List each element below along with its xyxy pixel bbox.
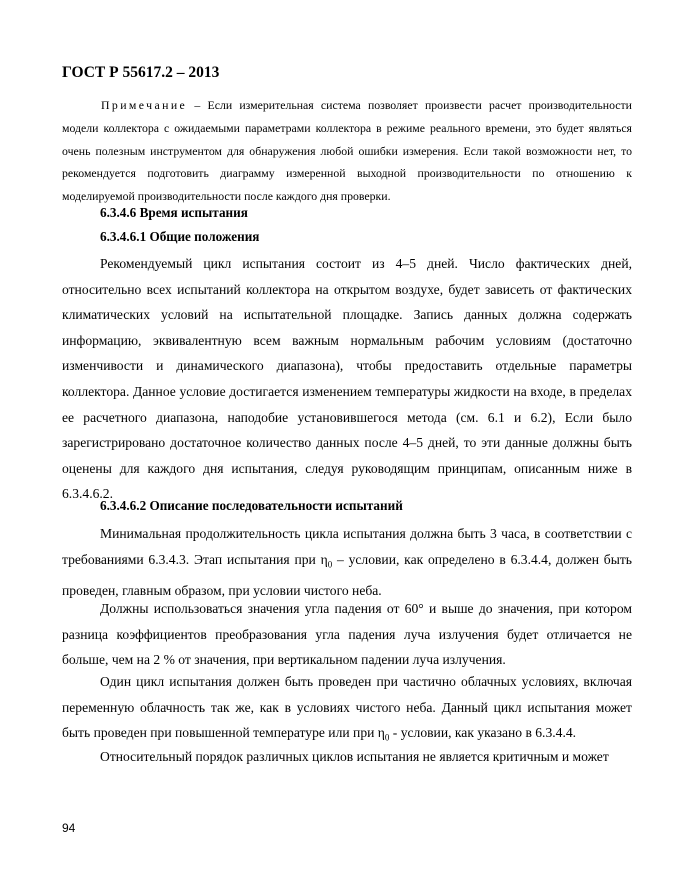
paragraph-text: – условии, как определено в 6.3.4.4, должен быть проведен, главным образом, при условии чистого неба.	[62, 551, 632, 598]
paragraph-text: - условии, как указано в 6.3.4.4.	[389, 725, 577, 741]
paragraph-incidence-angle	[62, 596, 632, 673]
paragraph-text: Рекомендуемый цикл испытания состоит из 4–5 дней. Число фактических дней, относительно всех испытаний коллектора на открытом воздухе, будет зависеть от фактических климатических условий на испытательной площадке. Запись данных должна содержать информацию, эквивалентную всем важным нормальным рабочим условиям (достаточно изменчивости и динамического диапазона), чтобы предоставить отдельные параметры коллектора. Данное условие достигается изменением температуры жидкости на входе, в пределах ее расчетного диапазона, наподобие установившегося метода (см. 6.1 и 6.2), Если было зарегистрировано достаточное количество данных после 4–5 дней, то эти данные должны быть оценены для каждого дня испытания, следуя руководящим принципам, описанным ниже в 6.3.4.6.2.	[62, 256, 632, 502]
note-label: Примечание	[101, 98, 188, 112]
section-heading-sequence: 6.3.4.6.2 Описание последовательности испытаний	[100, 498, 403, 513]
paragraph-text: Один цикл испытания должен быть проведен при частично облачных условиях, включая переменную облачность так же, как в условиях чистого неба. Данный цикл испытания может быть проведен при повышенной температуре или при η	[62, 674, 632, 741]
paragraph-cloudy-conditions	[62, 669, 632, 752]
section-heading-general: 6.3.4.6.1 Общие положения	[100, 229, 260, 244]
note-text: – Если измерительная система позволяет произвести расчет производительности модели коллектора с ожидаемыми параметрами коллектора в режиме реального времени, это будет являться очень полезным инструментом для обнаружения любой ошибки измерения. Если такой возможности нет, то рекомендуется подготовить диаграмму измеренной выходной производительности по отношению к моделируемой производительности после каждого дня проверки.	[62, 98, 632, 204]
paragraph-text: Относительный порядок различных циклов испытания не является критичным и может	[100, 749, 609, 764]
note-block	[62, 94, 632, 208]
page-number: 94	[62, 821, 76, 835]
document-header: ГОСТ Р 55617.2 – 2013	[62, 64, 220, 81]
paragraph-order	[62, 744, 632, 770]
paragraph-test-cycle	[62, 251, 632, 507]
section-heading-time: 6.3.4.6 Время испытания	[100, 205, 248, 220]
paragraph-text: Минимальная продолжительность цикла испытания должна быть 3 часа, в соответствии с требованиями 6.3.4.3. Этап испытания при η	[62, 526, 632, 567]
subscript: 0	[384, 732, 390, 743]
paragraph-min-duration	[62, 521, 632, 604]
subscript: 0	[327, 559, 333, 570]
paragraph-text: Должны использоваться значения угла падения от 60° и выше до значения, при котором разница коэффициентов преобразования угла падения луча излучения будет отличается не больше, чем на 2 % от значения, при вертикальном падении луча излучения.	[62, 601, 632, 668]
